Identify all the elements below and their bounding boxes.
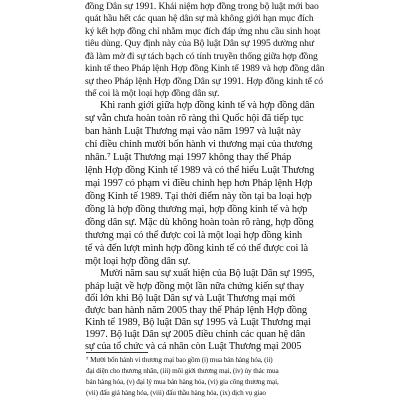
paragraph-1-line: quát hầu hết các quan hệ dân sự mà không giới hạn mục đích xyxy=(85,13,314,24)
paragraph-1-line: sự theo Pháp lệnh Hợp đồng Dân sự 1991. Hợp đồng kinh tế có xyxy=(85,76,323,87)
footnote-line: đại diện cho thương nhân, (iii) môi giới thương mại, (iv) ủy thác mua xyxy=(86,367,279,375)
paragraph-2-line: đồng Kinh tế 1989. Tại thời điểm này tồn tại ba loại hợp xyxy=(85,191,312,202)
paragraph-3-line: pháp luật về hợp đồng một lần nữa chứng kiến sự thay xyxy=(85,281,305,292)
paragraph-1-line: đồng Dân sự 1991. Khái niệm hợp đồng trong bộ luật mới bao xyxy=(85,1,319,12)
paragraph-2-line: đồng dân sự. Mặc dù không hoàn toàn rõ ràng, hợp đồng xyxy=(85,217,314,228)
paragraph-2-line: nhân.⁷ Luật Thương mại 1997 không thay thế Pháp xyxy=(85,152,292,163)
paragraph-3-line: sự của tổ chức và cá nhân còn Luật Thương mại 2005 xyxy=(85,341,302,352)
footnote-divider xyxy=(86,352,148,353)
paragraph-1-line: tiêu dùng. Quy định này của Bộ luật Dân sự 1995 dường như xyxy=(85,38,314,49)
paragraph-2-line: chỉ điều chỉnh mười bốn hành vi thương mại của thương xyxy=(85,139,313,150)
paragraph-1-line: kinh tế theo Pháp lệnh Hợp đồng Kinh tế 1989 và hợp đồng dân xyxy=(85,63,325,74)
paragraph-1-line: ký kết hợp đồng chỉ nhằm mục đích đáp ứng nhu cầu sinh hoạt xyxy=(85,26,321,37)
paragraph-2-line: Khi ranh giới giữa hợp đồng kinh tế và hợp đồng dân xyxy=(100,100,315,111)
paragraph-3-line: đổi lớn khi Bộ luật Dân sự và Luật Thương mại mới xyxy=(85,293,296,304)
paragraph-2-line: thương mại có thể được coi là một loại hợp đồng kinh xyxy=(85,230,303,241)
paragraph-2-line: một loại hợp đồng dân sự. xyxy=(85,256,191,267)
paragraph-2-line: đồng là hợp đồng thương mại, hợp đồng kinh tế và hợp xyxy=(85,204,308,215)
paragraph-2-line: sự vẫn chưa hoàn toàn rõ ràng thì Quốc hội đã tiếp tục xyxy=(85,113,304,124)
paragraph-2-line: lệnh Hợp đồng Kinh tế 1989 và có thể hiểu Luật Thương xyxy=(85,165,315,176)
paragraph-2-line: mại 1997 có phạm vi điều chỉnh hẹp hơn Pháp lệnh Hợp xyxy=(85,178,313,189)
paragraph-3-line: 1997. Bộ luật Dân sự 2005 điều chỉnh các quan hệ dân xyxy=(85,329,305,340)
footnote-line: (vii) đấu giá hàng hóa, (viii) đấu thầu hàng hóa, (ix) dịch vụ giao xyxy=(86,389,266,397)
paragraph-3-line: được ban hành năm 2005 thay thế Pháp lệnh Hợp đồng xyxy=(85,305,307,316)
paragraph-1-line: đã làm mờ đi sự tách bạch có tính truyền thống giữa hợp đồng xyxy=(85,51,318,62)
paragraph-3-line: Mười năm sau sự xuất hiện của Bộ luật Dân sự 1995, xyxy=(100,268,315,279)
paragraph-2-line: tế và đến lượt mình hợp đồng kinh tế có thể được coi là xyxy=(85,243,309,254)
paragraph-2-line: ban hành Luật Thương mại vào năm 1997 và luật này xyxy=(85,126,301,137)
footnote-line: bán hàng hóa, (v) đại lý mua bán hàng hóa, (vi) gia công thương mại, xyxy=(86,378,279,386)
paragraph-1-line: thể coi là một loại hợp đồng dân sự. xyxy=(85,88,220,99)
paragraph-3-line: Kinh tế 1989, Bộ luật Dân sự 1995 và Luật Thương mại xyxy=(85,317,311,328)
footnote-line: ⁷ Mười bốn hành vi thương mại bao gồm (i) mua bán hàng hóa, (ii) xyxy=(86,356,273,364)
